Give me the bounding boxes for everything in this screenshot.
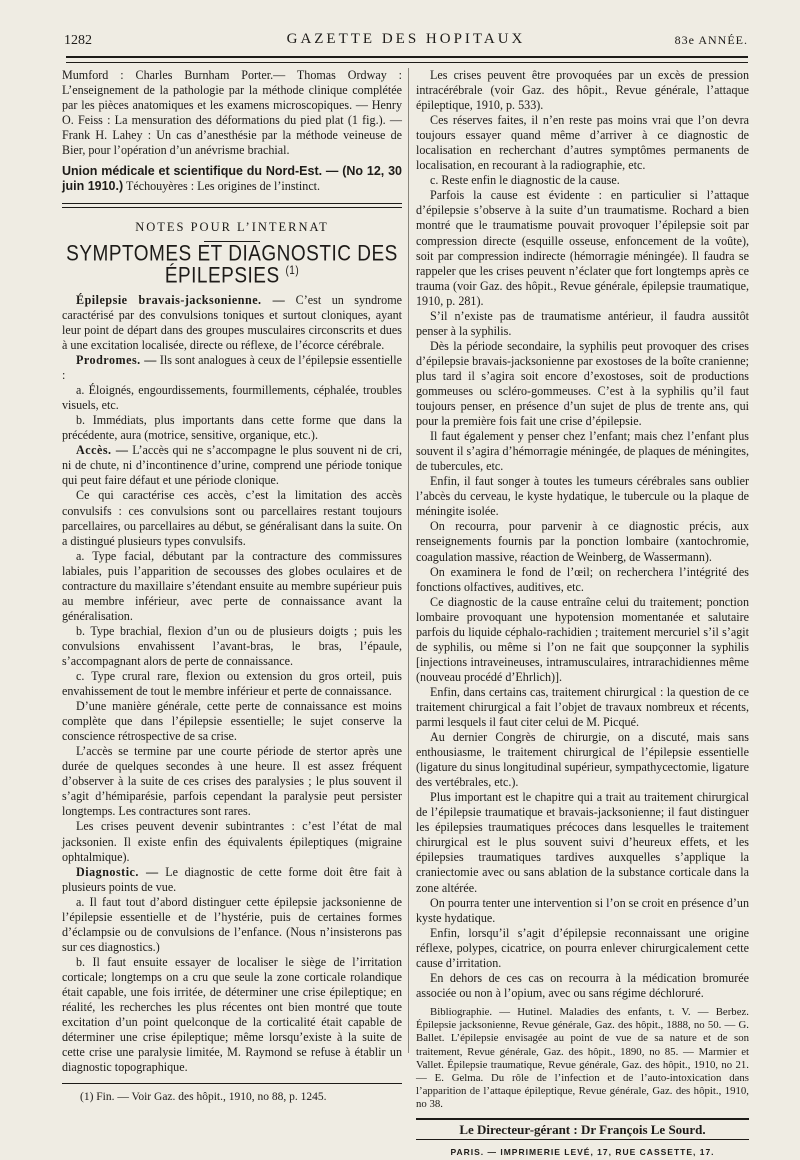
paragraph: Enfin, lorsqu’il s’agit d’épilepsie reconnaissant une origine réflexe, polypes, cicatrice, on pourra enlever chirurgicalement cette cause d’irritation. [416, 925, 749, 970]
paragraph [62, 955, 402, 1075]
paragraph-text: D’une manière générale, cette perte de connaissance est moins complète que dans l’épilepsie essentielle; le sujet conserve la conscience rétrospective de sa crise. [62, 699, 402, 744]
union-entry [62, 164, 402, 194]
paragraph-text: L’accès qui ne s’accompagne le plus souvent ni de cri, ni de chute, ni d’incontinence d’urine, comprend une période tonique qui peut faire défaut et une période clonique. [62, 443, 402, 488]
paragraph [62, 293, 402, 353]
paragraph [62, 383, 402, 413]
paragraph [62, 744, 402, 819]
header-rule [66, 56, 748, 63]
paragraph: Enfin, il faut songer à toutes les tumeurs cérébrales sans oublier l’abcès du cerveau, le kyste hydatique, le tubercule ou la plaque de méningite isolée. [416, 474, 749, 519]
year-label: 83e ANNÉE. [674, 33, 748, 47]
paragraph-text: C’est un syndrome caractérisé par des convulsions toniques et surtout cloniques, ayant leur point de départ dans des groupes musculaires circonscrits et dues à une excitation localisée, directe ou réflexe, de l’écorce cérébrale. [62, 292, 403, 352]
paragraph-text: Ce qui caractérise ces accès, c’est la limitation des accès convulsifs : ces convulsions sont ou parcellaires restant toujours parcellaires, ou parcellaires au début, se généralisant dans la suite. On a distingué plusieurs types convulsifs. [62, 488, 402, 548]
paragraph [62, 549, 402, 624]
right-column [416, 68, 749, 1160]
paragraph: Enfin, dans certains cas, traitement chirurgical : la question de ce traitement chirurgical a fait l’objet de travaux nombreux et récents, parmi lesquels il faut citer celui de M. Picqué. [416, 684, 749, 730]
paragraph-lead: Prodromes. — [76, 353, 157, 368]
paragraph-text: b. Type brachial, flexion d’un ou de plusieurs doigts ; puis les convulsions envahissent l’avant-bras, le bras, l’épaule, s’accompagnant alors de perte de connaissance. [62, 623, 402, 668]
paragraph: On recourra, pour parvenir à ce diagnostic précis, aux renseignements fournis par la ponction lombaire (xantochromie, coagulation massive, réaction de Weinberg, de Wassermann). [416, 519, 749, 564]
section-rule [62, 203, 402, 208]
running-header [64, 30, 748, 52]
paragraph [62, 819, 402, 864]
paragraph-text: a. Type facial, débutant par la contracture des commissures labiales, puis l’apparition de secousses des globes oculaires et de contracture du maxillaire s’étendant ensuite au membre supérieur puis au membre inférieur, avec perte de connaissance avant la généralisation. [62, 548, 402, 623]
paragraph-text: Le diagnostic de cette forme doit être fait à plusieurs points de vue. [62, 864, 402, 894]
right-paragraphs [416, 68, 749, 1001]
left-column [62, 68, 402, 1105]
bibliography: Bibliographie. — Hutinel. Maladies des enfants, t. V. — Berbez. Épilepsie jacksonienne, Revue générale, Gaz. des hôpit., 1888, no 50. — G. Ballet. L’épilepsie envisagée au point de vue de sa nature et de son traitement, Revue générale, Gaz. des hôpit., 1890, no 85. — Marmier et Vallet. Épilepsie traumatique, Revue générale, Gaz. des hôpit., 1910, no 21. — E. Gelma. Du rôle de l’infection et de l’auto-intoxication dans l’apparition de l’attaque épileptique, Revue générale, Gaz. des hôpit., 1910, no 38. [416, 1005, 749, 1111]
paragraph [62, 865, 402, 895]
union-text: Téchouyères : Les origines de l’instinct. [125, 179, 321, 194]
paragraph: c. Reste enfin le diagnostic de la cause. [430, 173, 620, 188]
footnote: (1) Fin. — Voir Gaz. des hôpit., 1910, no 88, p. 1245. [80, 1091, 327, 1104]
reference-entry: Mumford : Charles Burnham Porter.— Thomas Ordway : L’enseignement de la pathologie par la méthode clinique complétée par les pièces anatomiques et les examens microscopiques. — Henry O. Feiss : La mensuration des déformations du pied plat (1 fig.). — Frank H. Lahey : Un cas d’anesthésie par la méthode veineuse de Bier, pour l’opération d’un anévrisme brachial. [62, 68, 402, 158]
paragraph: Les crises peuvent être provoquées par un excès de pression intracérébrale (voir Gaz. des hôpit., Revue générale, l’attaque épileptique, 1910, p. 533). [416, 68, 749, 113]
paragraph: S’il n’existe pas de traumatisme antérieur, il faudra aussitôt penser à la syphilis. [416, 308, 749, 338]
paragraph-text: Les crises peuvent devenir subintrantes : c’est l’état de mal jacksonien. Il existe enfin des équivalents épileptiques (migraine ophtalmique). [62, 819, 402, 864]
paragraph [62, 624, 402, 669]
paragraph-text: a. Éloignés, engourdissements, fourmillements, céphalée, troubles visuels, etc. [62, 383, 402, 413]
director-line: Le Directeur-gérant : Dr François Le Sourd. [416, 1118, 749, 1140]
paragraph: On pourra tenter une intervention si l’on se croit en présence d’un kyste hydatique. [416, 895, 749, 925]
paragraph: Au dernier Congrès de chirurgie, on a discuté, mais sans enthousiasme, le traitement chirurgical de l’épilepsie essentielle (ligature du sinus longitudinal supérieur, sympathycectomie, ligature des vertébrales, etc.). [416, 730, 749, 790]
paragraph-text: b. Il faut ensuite essayer de localiser le siège de l’irritation corticale; longtemps on a cru que seule la zone corticale rolandique était capable, une fois irritée, de déterminer une crise épileptique; en réalité, les recherches les plus récentes ont bien montré que toute excitation d’un point quelconque de la corticalité était capable de déterminer une crise épileptique; même lorsqu’existe à la suite de cette crise une paralysie limitée, M. Raymond se refuse à établir un diagnostic topographique. [62, 954, 402, 1075]
union-head: Union médicale et scientifique du Nord-Est. — (No 12, 30 juin 1910.) [62, 164, 402, 194]
article-title-text: SYMPTOMES ET DIAGNOSTIC DES ÉPILEPSIES [66, 242, 398, 289]
paragraph: Ces réserves faites, il n’en reste pas moins vrai que l’on devra toujours essayer quand même d’arriver à ce diagnostic de localisation en recherchant d’autres symptômes permanents de localisation, en recourant à la radiographie, etc. [416, 113, 749, 173]
paragraph [62, 443, 402, 488]
paragraph-lead: Accès. — [76, 443, 129, 458]
paragraph-text: c. Type crural rare, flexion ou extension du gros orteil, puis envahissement de tout le membre inférieur et perte de connaissance. [62, 669, 402, 699]
journal-title: GAZETTE DES HOPITAUX [286, 31, 526, 47]
article-title [62, 242, 402, 289]
paragraph: Parfois la cause est évidente : en particulier si l’attaque d’épilepsie s’observe à la suite d’un traumatisme. Rochard a bien montré que le traumatisme pouvait provoquer l’épilepsie soit par compression directe (esquille osseuse, enfoncement de la voûte), soit par compression indirecte (hémorragie méningée). Il faudra se rappeler que les crises peuvent n’éclater que fort longtemps après ce trauma (voir Gaz. des hôpit., Revue générale, épilepsie traumatique, 1910, p. 281). [416, 188, 749, 308]
left-paragraphs [62, 293, 402, 1075]
paragraph [62, 669, 402, 699]
paragraph [62, 413, 402, 443]
column-divider [408, 68, 409, 1053]
paragraph-lead: Épilepsie bravais-jacksonienne. — [76, 292, 286, 307]
paragraph [62, 699, 402, 744]
paragraph-text: a. Il faut tout d’abord distinguer cette épilepsie jacksonienne de l’épilepsie essentielle et de l’hystérie, puis de certaines formes d’éclampsie ou de convulsions de l’enfance. (Nous n’insisterons pas sur ces diagnostics.) [62, 894, 402, 954]
paragraph: Dès la période secondaire, la syphilis peut provoquer des crises d’épilepsie bravais-jacksonienne par exostoses de la boîte cranienne; plus tard il s’agira soit encore d’exostoses, soit de productions gommeuses ou scléro-gommeuses. C’est à la syphilis qu’il faut toujours penser, en présence d’un sujet de plus de trente ans, qui pour la première fois fait une crise d’épilepsie. [416, 338, 749, 429]
paragraph [62, 895, 402, 955]
footnote-rule [62, 1083, 402, 1086]
paragraph [62, 353, 402, 383]
paragraph: On examinera le fond de l’œil; on recherchera l’intégrité des fonctions olfactives, auditives, etc. [416, 564, 749, 594]
footnote-marker: (1) [285, 265, 300, 279]
paragraph: Plus important est le chapitre qui a trait au traitement chirurgical de l’épilepsie traumatique et bravais-jacksonienne; il faut distinguer les épilepsies traumatiques précoces dans lesquelles le traitement chirurgical est le plus souvent suivi d’heureux effets, et les épilepsies traumatiques tardives auxquelles s’applique la craniectomie avec ou sans ablation de la substance corticale dans la zone altérée. [416, 790, 749, 895]
page-number: 1282 [64, 33, 92, 48]
paragraph: Ce diagnostic de la cause entraîne celui du traitement; ponction lombaire provoquant une hypotension momentanée et salutaire parfois du liquide céphalo-rachidien ; traitement mercuriel s’il s’agit de syphilis, ou même si l’on ne fait que soupçonner la syphilis [injections intraveineuses, intramusculaires, intrarachidiennes même (nouveau procédé d’Ehrlich)]. [416, 594, 749, 684]
paragraph-text: Ils sont analogues à ceux de l’épilepsie essentielle : [62, 353, 403, 383]
paragraph-text: L’accès se termine par une courte période de stertor après une durée de quelques secondes à une heure. Il est assez fréquent d’observer à la suite de ces crises des paralysies ; le plus souvent il s’agit d’hémiparésie, parfois cependant la paralysie peut persister longtemps. Les contractures sont rares. [62, 744, 402, 819]
paragraph [62, 488, 402, 548]
paragraph-lead: Diagnostic. — [76, 864, 159, 879]
paragraph-text: b. Immédiats, plus importants dans cette forme que dans la précédente, aura (motrice, sensitive, organique, etc.). [62, 413, 402, 443]
section-label: NOTES POUR L’INTERNAT [135, 220, 329, 235]
printer-line: PARIS. — IMPRIMERIE LEVÉ, 17, RUE CASSETTE, 17. [450, 1146, 715, 1157]
paragraph: En dehors de ces cas on recourra à la médication bromurée associée ou non à l’opium, avec ou sans régime déchloruré. [416, 970, 749, 1000]
paragraph: Il faut également y penser chez l’enfant; mais chez l’enfant plus souvent il s’agira d’hémorragie méningée, de plaques de méningites, de tubercules, etc. [416, 429, 749, 474]
